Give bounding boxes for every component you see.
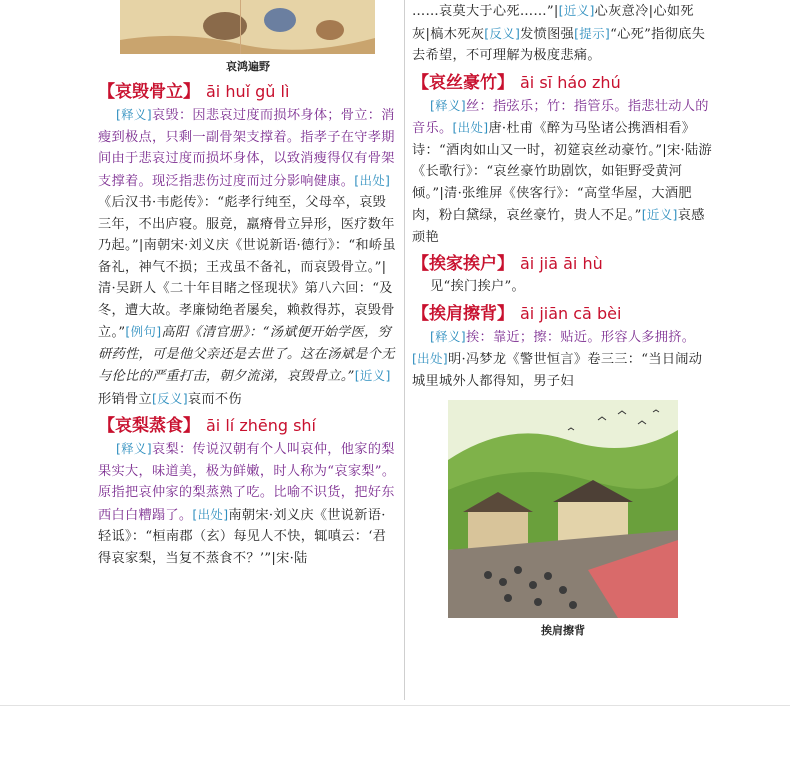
source-text: 唐·杜甫《醉为马坠诸公携酒相看》诗：“酒肉如山又一时，初筵哀丝动豪竹。”|宋·陆游《长歌行》：“哀丝豪竹助剧饮，如钜野受黄河倾。”|清·张维屏《侠客行》：“高堂华屋，大酒肥肉，粉白黛绿，哀丝豪竹，贵人不足。” bbox=[412, 121, 712, 223]
source-text: 《后汉书·韦彪传》：“彪孝行纯至，父母卒，哀毁三年，不出庐寝。服竟，羸瘠骨立异形，医疗数年乃起。”|南朝宋·刘义庆《世说新语·德行》：“和峤虽备礼，神气不损；王戎虽不备礼，而哀毁骨立。”|清·吴趼人《二十年目睹之怪现状》第八六回：“及冬，遭大故。孝廉恸绝者屡矣，赖救得苏，哀毁骨立。” bbox=[98, 195, 396, 340]
caption-crowd: 挨肩擦背 bbox=[541, 624, 585, 637]
entry-heading: 【挨肩擦背】 āi jiān cā bèi bbox=[412, 303, 622, 324]
tag-shiyi: [释义] bbox=[430, 328, 466, 344]
synonym-text: 心如死灰|槁木死灰 bbox=[412, 4, 694, 42]
synonym-text: 哀感顽艳 bbox=[412, 208, 705, 245]
caption-top-left: 哀鸿遍野 bbox=[226, 60, 270, 73]
page-bottom-rule bbox=[0, 705, 790, 706]
source-text: 南朝宋·刘义庆《世说新语·轻诋》：“桓南郡（玄）每见人不快，辄嗔云：‘君得哀家梨，当复不蒸食不？’”|宋·陆 bbox=[98, 507, 387, 566]
definition-text: 哀毁：因悲哀过度而损坏身体；骨立：消瘦到极点，只剩一副骨架支撑着。指孝子在守孝期间由于悲哀过度而损坏身体，以致消瘦得仅有骨架支撑着。现泛指悲伤过度而过分影响健康。 bbox=[98, 108, 395, 189]
entry-body bbox=[412, 326, 712, 393]
pinyin: āi jiā āi hù bbox=[520, 254, 603, 273]
column-divider bbox=[404, 0, 405, 700]
definition-text: 挨：靠近；擦：贴近。形容人多拥挤。 bbox=[465, 329, 696, 345]
entry-body bbox=[98, 438, 398, 569]
continued-entry-body bbox=[412, 0, 712, 67]
tag-jinyi: [近义] bbox=[558, 3, 595, 18]
definition-text: 哀梨：传说汉朝有个人叫哀仲，他家的梨果实大，味道美，极为鲜嫩，时人称为“哀家梨”。原指把哀仲家的梨蒸熟了吃。比喻不识货，把好东西白白糟蹋了。 bbox=[98, 442, 396, 523]
antonym-text: 发愤图强 bbox=[520, 26, 575, 42]
tag-chuchu: [出处] bbox=[452, 120, 489, 135]
tag-liju: [例句] bbox=[125, 324, 162, 339]
entry-body bbox=[412, 95, 712, 249]
tag-shiyi: [释义] bbox=[430, 97, 466, 113]
refugee-illustration bbox=[120, 0, 375, 54]
source-text: 明·冯梦龙《警世恒言》卷三三：“当日闹动城里城外人都得知，男子妇 bbox=[412, 352, 703, 389]
illustration-top-left bbox=[120, 0, 375, 54]
pinyin: āi huǐ gǔ lì bbox=[206, 82, 290, 101]
tag-jinyi: [近义] bbox=[641, 207, 678, 222]
headword: 哀丝豪竹 bbox=[429, 72, 497, 93]
headword: 挨肩擦背 bbox=[429, 303, 497, 324]
cross-reference-text: 见“挨门挨户”。 bbox=[430, 279, 526, 294]
right-column bbox=[412, 0, 712, 638]
tag-chuchu: [出处] bbox=[192, 506, 229, 522]
example-text: 高阳《清官册》：“汤斌便开始学医，穷研药性，可是他父亲还是去世了。这在汤斌是个无与伦比的严重打击，朝夕流涕，哀毁骨立。” bbox=[98, 325, 395, 384]
synonym-text: 形销骨立 bbox=[98, 391, 152, 407]
entry-heading: 【哀梨蒸食】 āi lí zhēng shí bbox=[98, 416, 316, 436]
tag-chuchu: [出处] bbox=[354, 172, 391, 188]
tag-jinyi: [近义] bbox=[354, 368, 391, 383]
tag-shiyi: [释义] bbox=[116, 107, 152, 122]
left-column bbox=[98, 0, 398, 569]
entry-挨肩擦背 bbox=[412, 302, 712, 393]
tag-fanyi: [反义] bbox=[484, 25, 521, 41]
tag-shiyi: [释义] bbox=[116, 441, 152, 456]
entry-哀毁骨立 bbox=[98, 80, 398, 410]
synonym-text: 心灰意冷| bbox=[594, 4, 654, 19]
tip-text: “心死”指彻底失去希望，不可理解为极度悲痛。 bbox=[412, 26, 706, 63]
pinyin: āi jiān cā bèi bbox=[520, 303, 622, 323]
entry-heading: 【哀毁骨立】 āi huǐ gǔ lì bbox=[98, 82, 290, 102]
illustration-crowd bbox=[448, 400, 678, 618]
headword: 哀梨蒸食 bbox=[115, 416, 183, 436]
entry-哀梨蒸食 bbox=[98, 414, 398, 569]
tag-chuchu: [出处] bbox=[412, 351, 448, 366]
headword: 挨家挨户 bbox=[429, 254, 497, 274]
pinyin: āi sī háo zhú bbox=[520, 72, 621, 92]
entry-哀丝豪竹 bbox=[412, 71, 712, 249]
pinyin: āi lí zhēng shí bbox=[206, 416, 316, 435]
crowded-town-illustration bbox=[448, 400, 678, 618]
tag-fanyi: [反义] bbox=[151, 390, 188, 406]
headword: 哀毁骨立 bbox=[115, 82, 183, 102]
continued-text: ……哀莫大于心死……”| bbox=[412, 4, 559, 19]
definition-text: 丝：指弦乐；竹：指管乐。指悲壮动人的音乐。 bbox=[412, 98, 709, 136]
entry-挨家挨户 bbox=[412, 252, 712, 298]
antonym-text: 哀而不伤 bbox=[187, 391, 242, 407]
tag-tishi: [提示] bbox=[574, 25, 611, 41]
entry-heading: 【哀丝豪竹】 āi sī háo zhú bbox=[412, 72, 621, 93]
entry-body bbox=[412, 276, 712, 298]
entry-body bbox=[98, 104, 398, 410]
entry-heading: 【挨家挨户】 āi jiā āi hù bbox=[412, 254, 603, 274]
